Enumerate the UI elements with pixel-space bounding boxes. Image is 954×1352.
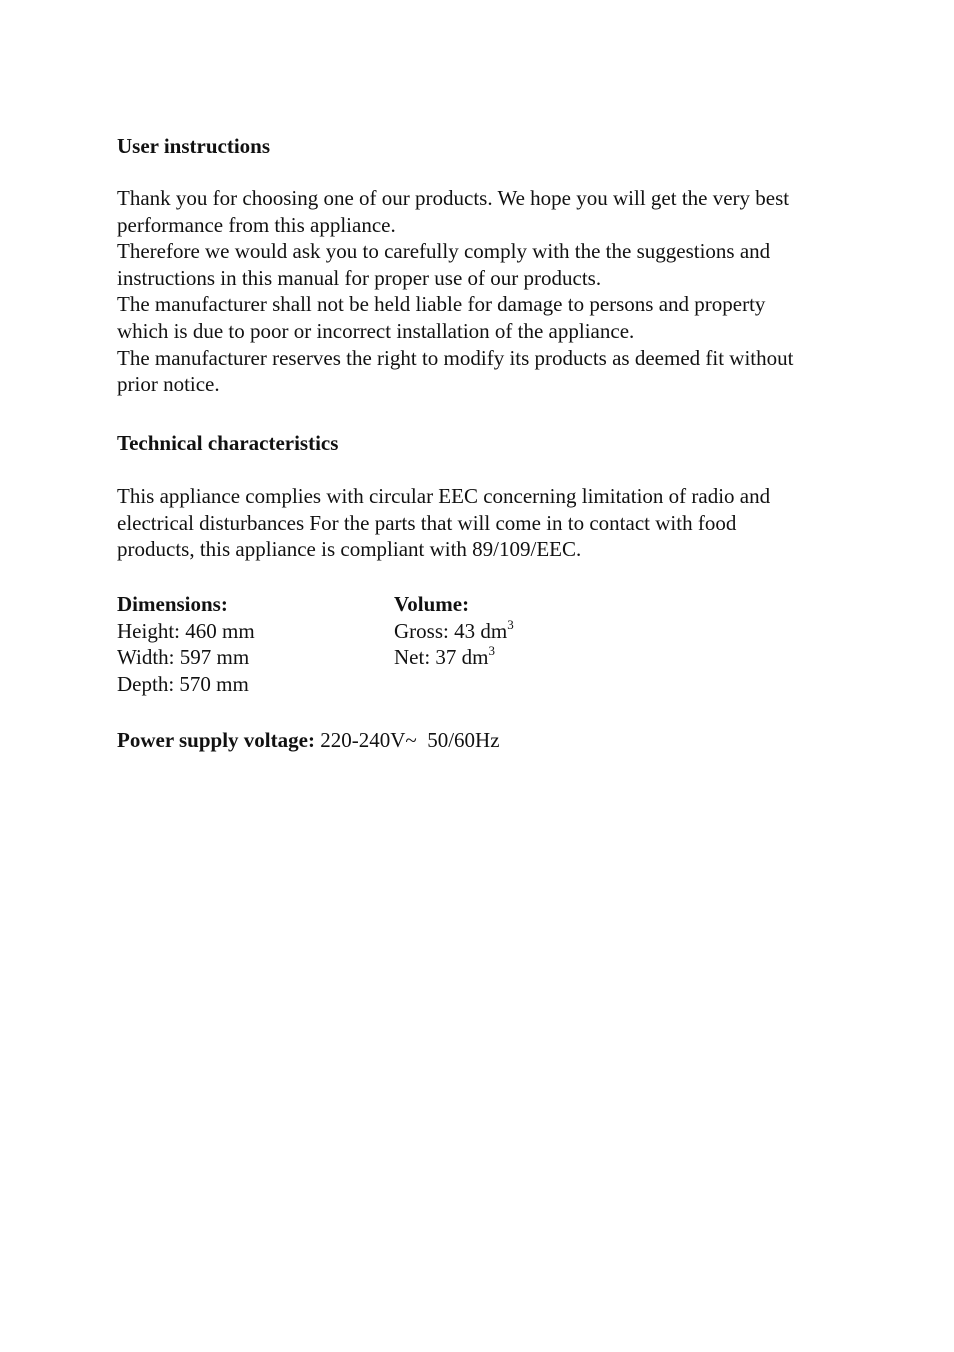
text-line: prior notice. (117, 372, 220, 397)
width-value: Width: 597 mm (117, 645, 250, 670)
text-line: which is due to poor or incorrect installation of the appliance. (117, 318, 635, 343)
text-line: The manufacturer shall not be held liable for damage to persons and property (117, 292, 766, 317)
technical-characteristics-heading: Technical characteristics (117, 431, 339, 455)
text-line: instructions in this manual for proper use of our products. (117, 265, 602, 290)
gross-volume (394, 618, 514, 645)
technical-text (117, 483, 877, 563)
gross-exponent: 3 (507, 616, 514, 632)
volume-block (394, 591, 514, 671)
volume-label: Volume: (394, 592, 470, 616)
user-instructions-heading: User instructions (117, 134, 271, 158)
dimensions-block (117, 591, 255, 697)
net-exponent: 3 (488, 643, 495, 659)
text-line: This appliance complies with circular EEC concerning limitation of radio and (117, 484, 771, 508)
text-line: Therefore we would ask you to carefully comply with the the suggestions and (117, 239, 771, 264)
power-supply-value: 220-240V~ 50/60Hz (314, 728, 500, 752)
text-line: products, this appliance is compliant with 89/109/EEC. (117, 537, 582, 562)
user-instructions-text (117, 185, 877, 398)
text-line: Thank you for choosing one of our products. We hope you will get the very best (117, 186, 790, 210)
gross-volume-text: Gross: 43 dm (394, 618, 508, 643)
net-volume-text: Net: 37 dm (394, 645, 489, 670)
power-supply-line (117, 727, 500, 754)
power-supply-label: Power supply voltage: (117, 728, 315, 752)
depth-value: Depth: 570 mm (117, 671, 249, 696)
text-line: performance from this appliance. (117, 212, 396, 237)
dimensions-label: Dimensions: (117, 592, 228, 616)
height-value: Height: 460 mm (117, 618, 255, 643)
text-line: electrical disturbances For the parts that will come in to contact with food (117, 510, 737, 535)
text-line: The manufacturer reserves the right to modify its products as deemed fit without (117, 345, 794, 370)
net-volume (394, 644, 514, 671)
